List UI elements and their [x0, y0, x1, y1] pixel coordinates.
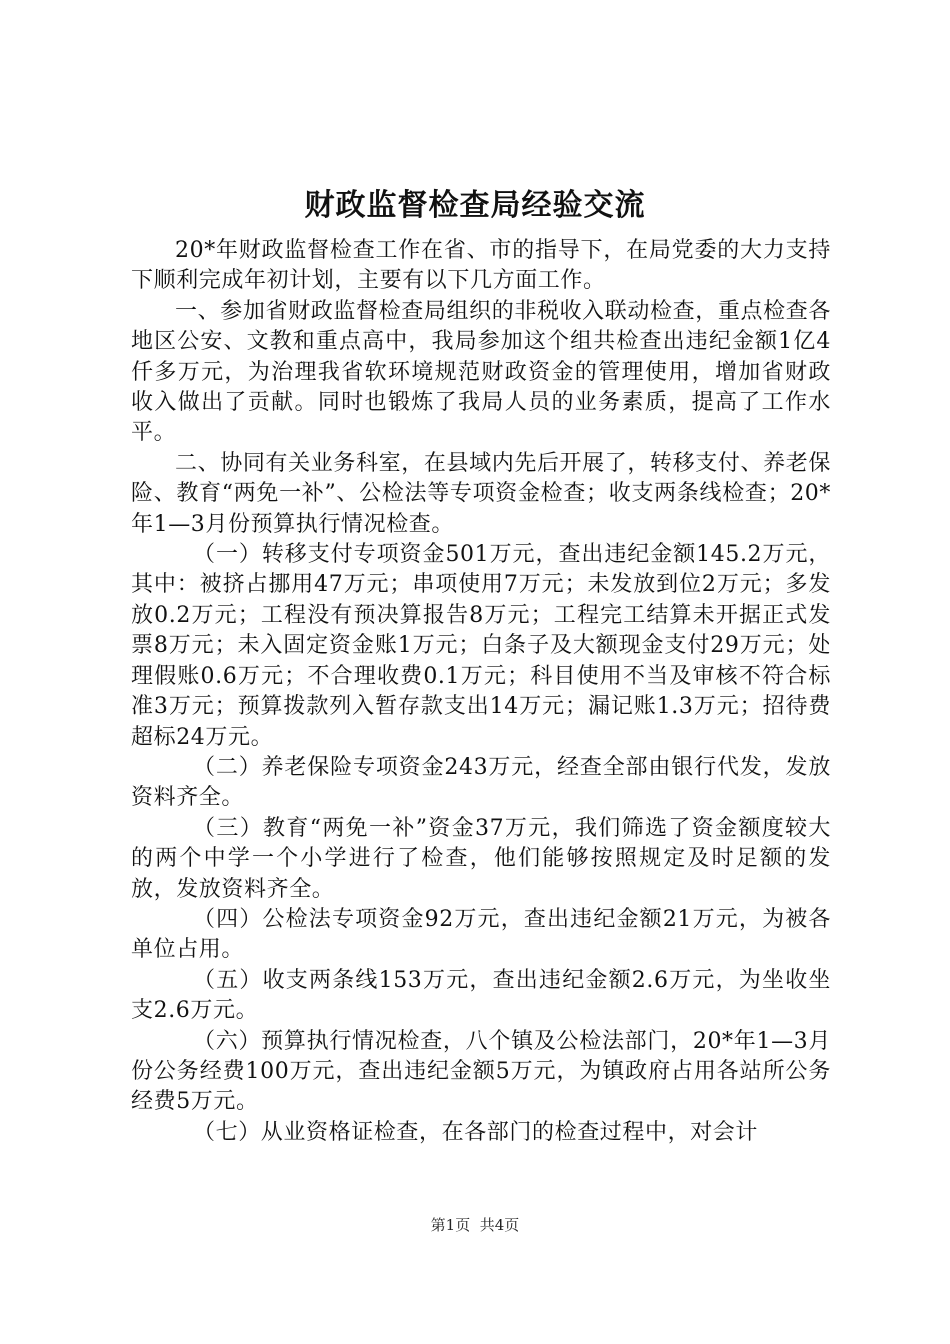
paragraph-item-3: （三）教育“两免一补”资金37万元，我们筛选了资金额度较大的两个中学一个小学进行了检查，他们能够按照规定及时足额的发放，发放资料齐全。 — [131, 815, 831, 902]
paragraph-item-7: （七）从业资格证检查，在各部门的检查过程中，对会计 — [193, 1119, 759, 1145]
paragraph-section-2: 二、协同有关业务科室，在县域内先后开展了，转移支付、养老保险、教育“两免一补”、公检法等专项资金检查；收支两条线检查；20*年1—3月份预算执行情况检查。 — [131, 450, 831, 537]
page-footer — [0, 1215, 950, 1235]
paragraph-item-5: （五）收支两条线153万元，查出违纪金额2.6万元，为坐收坐支2.6万元。 — [131, 967, 831, 1024]
paragraph-item-6: （六）预算执行情况检查，八个镇及公检法部门，20*年1—3月份公务经费100万元，查出违纪金额5万元，为镇政府占用各站所公务经费5万元。 — [131, 1028, 831, 1115]
paragraph-intro: 20*年财政监督检查工作在省、市的指导下，在局党委的大力支持下顺利完成年初计划，主要有以下几方面工作。 — [131, 238, 831, 294]
page-number-total: 共4页 — [479, 1216, 520, 1234]
paragraph-section-1: 一、参加省财政监督检查局组织的非税收入联动检查，重点检查各地区公安、文教和重点高中，我局参加这个组共检查出违纪金额1亿4仟多万元，为治理我省软环境规范财政资金的管理使用，增加省财政收入做出了贡献。同时也锻炼了我局人员的业务素质，提高了工作水平。 — [131, 298, 831, 446]
document-body — [131, 236, 831, 1148]
document-title: 财政监督检查局经验交流 — [304, 188, 646, 223]
page-number-current: 第1页 — [430, 1216, 471, 1234]
paragraph-item-2: （二）养老保险专项资金243万元，经查全部由银行代发，发放资料齐全。 — [131, 754, 831, 811]
paragraph-item-1: （一）转移支付专项资金501万元，查出违纪金额145.2万元，其中：被挤占挪用47万元；串项使用7万元；未发放到位2万元；多发放0.2万元；工程没有预决算报告8万元；工程完工结算未开据正式发票8万元；未入固定资金账1万元；白条子及大额现金支付29万元；处理假账0.6万元；不合理收费0.1万元；科目使用不当及审核不符合标准3万元；预算拨款列入暂存款支出14万元；漏记账1.3万元；招待费超标24万元。 — [131, 542, 831, 750]
paragraph-item-4: （四）公检法专项资金92万元，查出违纪金额21万元，为被各单位占用。 — [131, 906, 831, 963]
